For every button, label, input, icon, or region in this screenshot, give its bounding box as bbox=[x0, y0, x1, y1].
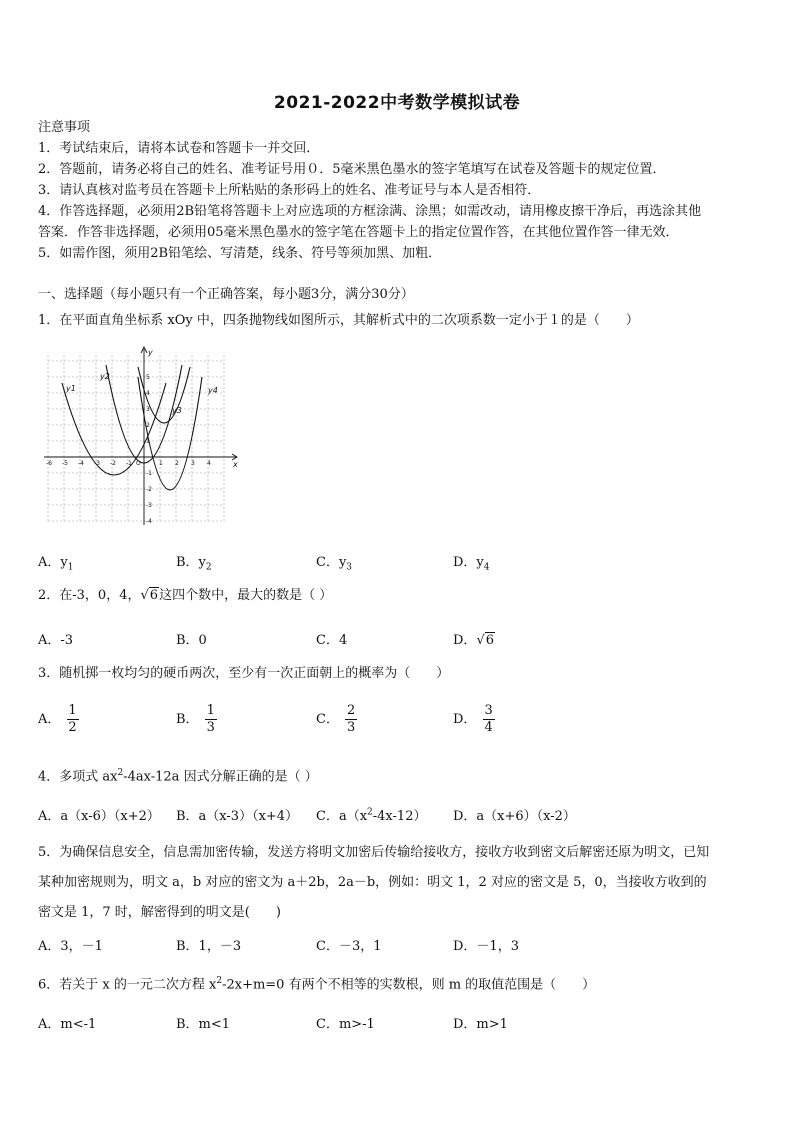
x-tick: -6 bbox=[46, 460, 52, 467]
radicand: 6 bbox=[485, 633, 495, 648]
question-5-line: 密文是 1，7 时，解密得到的明文是( ) bbox=[38, 905, 281, 920]
axis-x-label: x bbox=[233, 460, 238, 469]
parabola-graph bbox=[40, 343, 245, 528]
fraction bbox=[482, 703, 494, 736]
denominator: 3 bbox=[346, 720, 356, 735]
q5-option-a[interactable]: A．3，－1 bbox=[38, 939, 103, 954]
grid bbox=[48, 355, 224, 521]
notice-line: 4．作答选择题，必须用2B铅笔将答题卡上对应选项的方框涂满、涂黑；如需改动，请用橡皮擦干净后，再选涂其他 bbox=[38, 204, 702, 219]
x-tick: -1 bbox=[126, 460, 132, 467]
y-tick: 1 bbox=[146, 438, 150, 445]
q3-option-c[interactable] bbox=[316, 703, 357, 736]
origin-label: O bbox=[136, 460, 141, 467]
sqrt: √6 bbox=[476, 633, 495, 648]
y-tick: -4 bbox=[146, 518, 152, 525]
question-6-text bbox=[38, 971, 595, 995]
option-label: B． bbox=[176, 712, 199, 727]
q3-option-a[interactable] bbox=[38, 703, 79, 736]
q6-text-post: -2x+m=0 有两个不相等的实数根，则 m 的取值范围是（ ） bbox=[222, 977, 596, 993]
subscript: 2 bbox=[205, 562, 212, 573]
subscript: 3 bbox=[346, 562, 353, 573]
axis-y-label: y bbox=[148, 348, 153, 357]
q3-option-b[interactable] bbox=[176, 703, 217, 736]
q4-option-a[interactable]: A．a（x-6）（x+2） bbox=[38, 809, 160, 824]
y-tick: 2 bbox=[146, 422, 150, 429]
q1-option-b[interactable] bbox=[176, 551, 212, 573]
y-tick: -3 bbox=[146, 502, 152, 509]
x-tick: 4 bbox=[207, 460, 211, 467]
q5-option-c[interactable]: C．－3，1 bbox=[316, 939, 382, 954]
question-5-line: 5．为确保信息安全，信息需加密传输，发送方将明文加密后传输给接收方，接收方收到密文后解密还原为明文，已知 bbox=[38, 845, 710, 860]
option-label: B．y bbox=[176, 555, 206, 570]
numerator: 2 bbox=[346, 703, 356, 718]
fraction bbox=[66, 703, 78, 736]
q2-option-a[interactable]: A．-3 bbox=[38, 633, 74, 648]
q2-text-pre: 2．在-3，0，4， bbox=[38, 588, 141, 603]
q6-option-d[interactable]: D．m>1 bbox=[453, 1017, 508, 1032]
x-tick: 2 bbox=[175, 460, 179, 467]
q1-option-c[interactable] bbox=[316, 551, 352, 573]
q4-option-d[interactable]: D．a（x+6）（x-2） bbox=[453, 809, 576, 824]
option-label: A．y bbox=[38, 555, 68, 570]
q6-option-b[interactable]: B．m<1 bbox=[176, 1017, 231, 1032]
option-label: D． bbox=[453, 712, 477, 727]
numerator: 1 bbox=[68, 703, 77, 718]
q1-option-a[interactable] bbox=[38, 551, 73, 573]
notice-line: 答案．作答非选择题，必须用05毫米黑色墨水的签字笔在答题卡上的指定位置作答，在其他位置作答一律无效． bbox=[38, 225, 679, 240]
sqrt: √6 bbox=[140, 588, 159, 603]
option-label: D．y bbox=[453, 555, 484, 570]
notice-line: 5．如需作图，须用2B铅笔绘、写清楚，线条、符号等须加黑、加粗． bbox=[38, 246, 442, 261]
q1-option-d[interactable] bbox=[453, 551, 490, 573]
q2-option-d[interactable] bbox=[453, 629, 495, 648]
option-label: D． bbox=[453, 633, 477, 648]
q2-option-b[interactable]: B．0 bbox=[176, 633, 207, 648]
option-label-rest: -4x-12） bbox=[372, 809, 427, 824]
page-title: 2021-2022中考数学模拟试卷 bbox=[273, 93, 521, 113]
subscript: 1 bbox=[67, 562, 74, 573]
question-3-text: 3．随机掷一枚均匀的硬币两次，至少有一次正面朝上的概率为（ ） bbox=[38, 666, 450, 681]
curve-label-y1: y1 bbox=[66, 384, 76, 393]
option-label: C．y bbox=[316, 555, 347, 570]
q2-option-c[interactable]: C．4 bbox=[316, 633, 348, 648]
q4-option-b[interactable]: B．a（x-3）（x+4） bbox=[176, 809, 299, 824]
fraction bbox=[345, 703, 357, 736]
y-tick: 5 bbox=[146, 374, 150, 381]
y-tick: -1 bbox=[146, 470, 152, 477]
q3-option-d[interactable] bbox=[453, 703, 495, 736]
x-tick: -3 bbox=[94, 460, 100, 467]
curve-label-y4: y4 bbox=[208, 386, 218, 395]
numerator: 1 bbox=[206, 703, 215, 718]
q5-option-d[interactable]: D．－1，3 bbox=[453, 939, 519, 954]
x-tick: 1 bbox=[159, 460, 163, 467]
denominator: 4 bbox=[484, 720, 493, 735]
option-label: A． bbox=[38, 712, 61, 727]
curve-label-y3: y3 bbox=[172, 406, 182, 415]
question-4-text bbox=[38, 763, 318, 787]
notice-title: 注意事项 bbox=[38, 120, 91, 135]
x-tick: -2 bbox=[110, 460, 116, 467]
q2-text-post: 这四个数中，最大的数是（ ） bbox=[159, 588, 333, 603]
question-5-line: 某种加密规则为，明文 a，b 对应的密文为 a＋2b，2a－b，例如：明文 1，2 对应的密文是 5，0，当接收方收到的 bbox=[38, 875, 707, 890]
q5-option-b[interactable]: B．1，－3 bbox=[176, 939, 242, 954]
option-label: C．a（x bbox=[316, 809, 368, 824]
q6-option-c[interactable]: C．m>-1 bbox=[316, 1017, 375, 1032]
notice-line: 1．考试结束后，请将本试卷和答题卡一并交回． bbox=[38, 141, 320, 156]
notice-line: 2．答题前，请务必将自己的姓名、准考证号用０．5毫米黑色墨水的签字笔填写在试卷及答题卡的规定位置． bbox=[38, 162, 666, 177]
q4-text-post: -4ax-12a 因式分解正确的是（ ） bbox=[123, 769, 318, 785]
q6-text-pre: 6．若关于 x 的一元二次方程 x bbox=[38, 977, 217, 993]
section-title: 一、选择题（每小题只有一个正确答案，每小题3分，满分30分） bbox=[38, 287, 414, 302]
numerator: 3 bbox=[484, 703, 493, 718]
y-tick: 4 bbox=[146, 390, 150, 397]
q4-option-c[interactable] bbox=[316, 805, 426, 824]
q6-option-a[interactable]: A．m<-1 bbox=[38, 1017, 97, 1032]
question-1-text: 1．在平面直角坐标系 xOy 中，四条抛物线如图所示，其解析式中的二次项系数一定小于１的是（ ） bbox=[38, 313, 639, 328]
x-tick: 3 bbox=[191, 460, 195, 467]
superscript: 2 bbox=[216, 976, 223, 986]
subscript: 4 bbox=[483, 562, 490, 573]
denominator: 3 bbox=[206, 720, 215, 735]
y-tick: 3 bbox=[146, 406, 150, 413]
q4-text-pre: 4．多项式 ax bbox=[38, 769, 118, 785]
curve-label-y2: y2 bbox=[100, 372, 110, 381]
option-label: C． bbox=[316, 712, 339, 727]
question-2-text bbox=[38, 586, 332, 606]
x-tick: -5 bbox=[62, 460, 68, 467]
radicand: 6 bbox=[149, 588, 159, 603]
superscript: 2 bbox=[117, 768, 124, 778]
notice-line: 3．请认真核对监考员在答题卡上所粘贴的条形码上的姓名、准考证号与本人是否相符． bbox=[38, 183, 541, 198]
x-tick: -4 bbox=[78, 460, 84, 467]
denominator: 2 bbox=[68, 720, 77, 735]
fraction bbox=[205, 703, 217, 736]
superscript: 2 bbox=[367, 807, 373, 818]
y-tick: -2 bbox=[146, 486, 152, 493]
